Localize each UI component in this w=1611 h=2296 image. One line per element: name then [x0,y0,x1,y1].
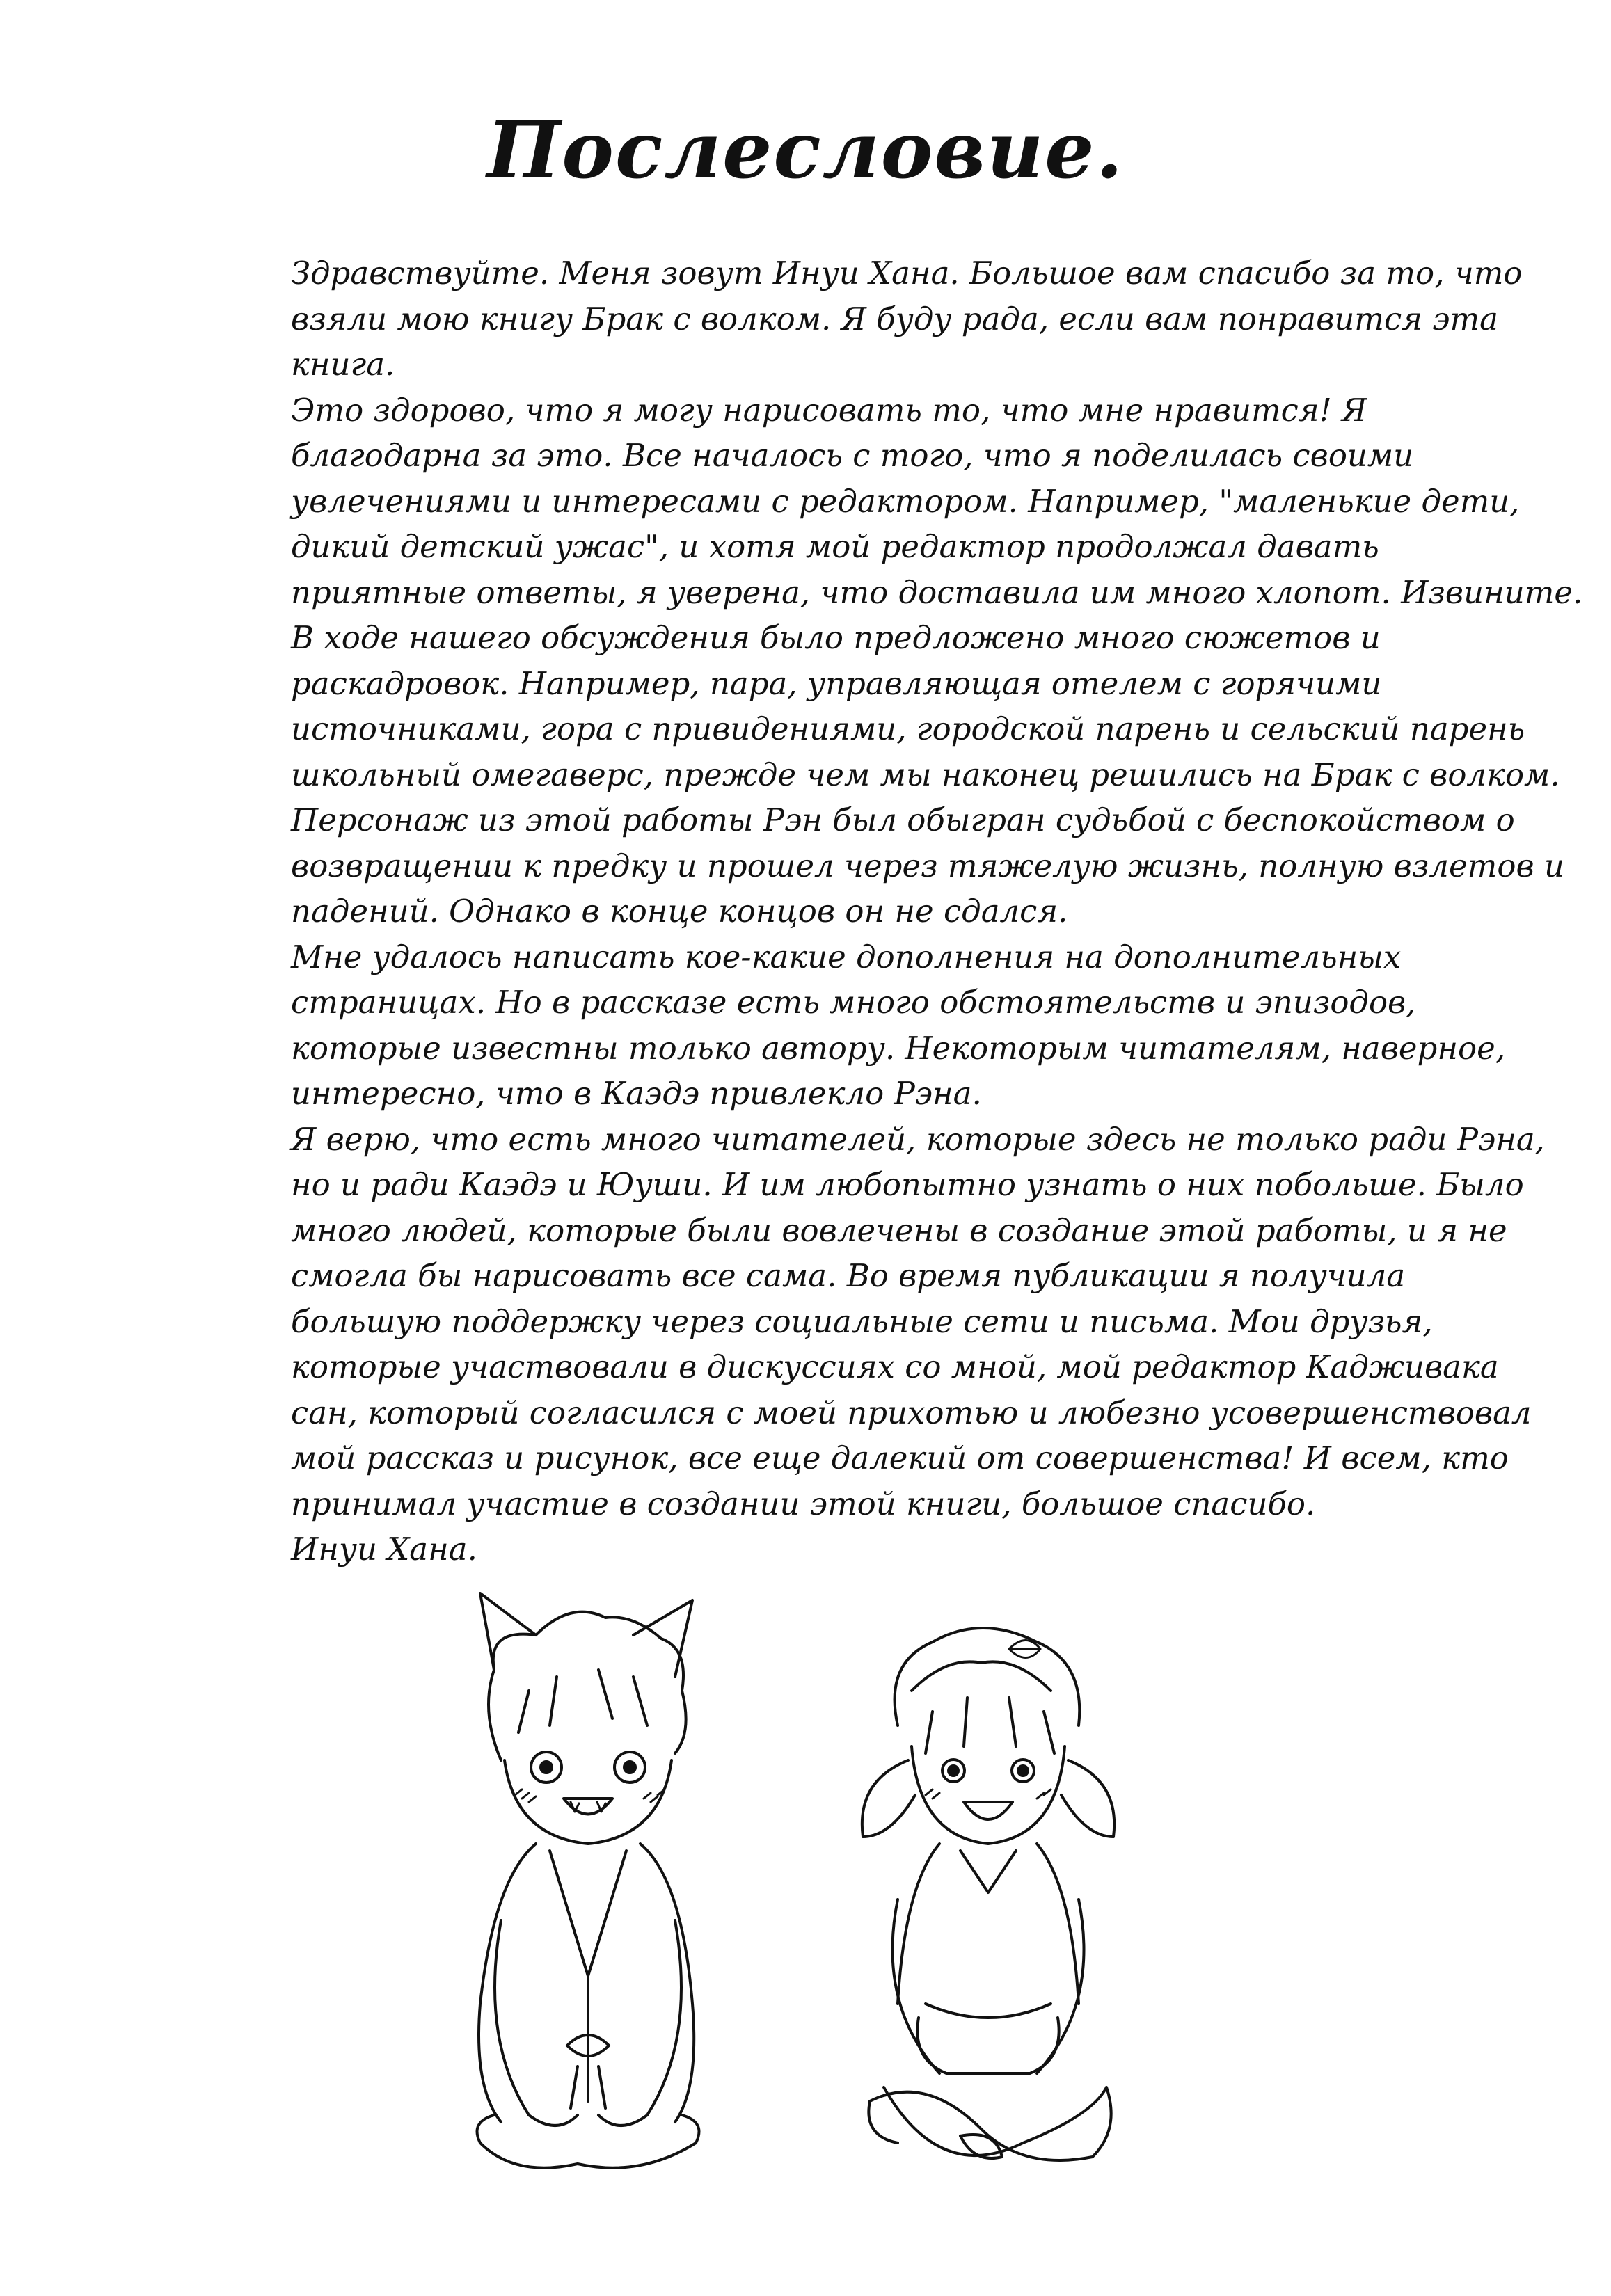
afterword-text [291,250,1583,1572]
text-line: благодарна за это. Все началось с того, что я поделилась своими [291,437,1414,474]
text-line: Мне удалось написать кое-какие дополнения на дополнительных [291,938,1402,975]
deer-ear-left [862,1760,915,1837]
text-line: которые известны только автору. Некоторым читателям, наверное, [291,1029,1506,1067]
wolf-boy-figure [477,1593,699,2168]
text-line: В ходе нашего обсуждения было предложено много сюжетов и [291,619,1381,656]
children-illustration [452,1586,1218,2268]
text-line: сан, который согласился с моей прихотью и любезно усовершенствовал [291,1394,1532,1431]
text-line: раскадровок. Например, пара, управляющая отелем с горячими [291,664,1382,702]
deer-ear-right [1061,1760,1114,1837]
deer-kid-shorts [917,2018,1058,2073]
text-line: но и ради Каэдэ и Юуши. И им любопытно узнать о них побольше. Было [291,1166,1524,1203]
text-line: возвращении к предку и прошел через тяжелую жизнь, полную взлетов и [291,847,1564,884]
text-line: Здравствуйте. Меня зовут Инуи Хана. Большое вам спасибо за то, что [291,255,1523,292]
text-line: дикий детский ужас", и хотя мой редактор продолжал давать [291,528,1379,565]
text-line: книга. [291,346,395,383]
deer-kid-figure [862,1628,1114,2160]
text-line: мой рассказ и рисунок, все еще далекий от совершенства! И всем, кто [291,1440,1509,1476]
text-line: Это здорово, что я могу нарисовать то, что мне нравится! Я [291,391,1367,429]
text-line: источниками, гора с привидениями, городской парень и сельский парень [291,710,1525,747]
text-line: Инуи Хана. [291,1531,477,1568]
wolf-ear-left [480,1593,536,1670]
text-line: взяли мою книгу Брак с волком. Я буду рада, если вам понравится эта [291,300,1498,337]
text-line: падений. Однако в конце концов он не сдался. [291,893,1068,930]
text-line: смогла бы нарисовать все сама. Во время публикации я получила [291,1257,1406,1294]
text-line: большую поддержку через социальные сети и письма. Мои друзья, [291,1302,1433,1340]
deer-kid-shirt [898,1844,1079,2018]
deer-kid-mouth [964,1802,1013,1819]
wolf-boy-hair [489,1612,686,1760]
deer-kid-hair [895,1628,1080,1753]
text-line: Персонаж из этой работы Рэн был обыгран судьбой с беспокойством о [291,802,1515,838]
text-line: которые участвовали в дискуссиях со мной, мой редактор Кадживака [291,1348,1499,1385]
text-line: страницах. Но в рассказе есть много обстоятельств и эпизодов, [291,984,1416,1021]
text-line: много людей, которые были вовлечены в создание этой работы, и я не [291,1211,1507,1249]
deer-kid-legs [868,2087,1111,2160]
wolf-boy-feet [480,2143,696,2168]
text-line: увлечениями и интересами с редактором. Например, "маленькие дети, [291,482,1520,520]
text-line: принимал участие в создании этой книги, большое спасибо. [291,1485,1316,1522]
text-line: приятные ответы, я уверена, что доставила им много хлопот. Извините. [291,573,1583,611]
page-title: Послесловие. [486,105,1125,196]
wolf-boy-blush [515,1789,665,1802]
deer-kid-blush [926,1789,1051,1799]
text-line: Я верю, что есть много читателей, которые здесь не только ради Рэна, [291,1120,1545,1158]
text-line: интересно, что в Каэдэ привлекло Рэна. [291,1075,982,1112]
leaf-hairclip-icon [1009,1641,1040,1658]
text-line: школьный омегаверс, прежде чем мы наконец решились на Брак с волком. [291,756,1560,793]
